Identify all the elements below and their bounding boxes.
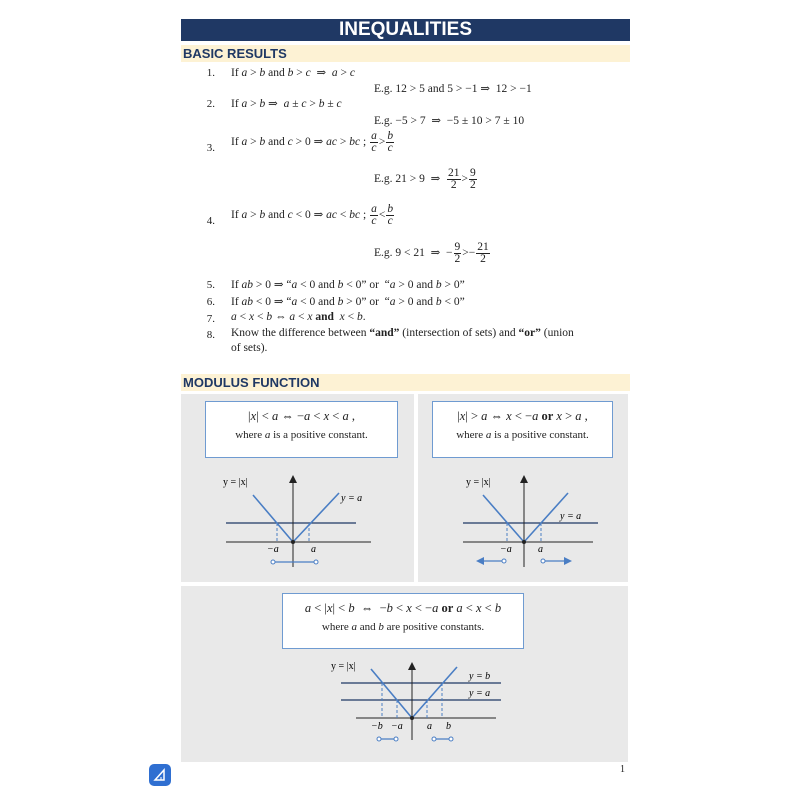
rule-2: If a > b ⇒ a ± c > b ± c: [231, 98, 342, 110]
publisher-logo-icon: [149, 764, 171, 786]
item-number: 3.: [206, 142, 215, 154]
tick-label-a: a: [538, 544, 543, 555]
tick-label-minus-a: −a: [500, 544, 512, 555]
tick-label-b: b: [446, 721, 451, 732]
example-4: E.g. 9 < 21 ⇒ − $\frac{9}{2}$ >− $\frac{21}{2}$: [374, 241, 489, 265]
section-heading-basic-results: BASIC RESULTS: [181, 45, 630, 62]
example-2: E.g. −5 > 7 ⇒ −5 ± 10 > 7 ± 10: [374, 115, 525, 127]
item-number: 6.: [206, 296, 215, 308]
graph-greater-than: [418, 465, 628, 580]
graph-label-y-a: y = a: [469, 688, 491, 699]
page-title: INEQUALITIES: [181, 19, 630, 41]
tick-label-a: a: [311, 544, 316, 555]
graph-between: [181, 655, 628, 760]
tick-label-minus-a: −a: [267, 544, 279, 555]
item-number: 5.: [206, 279, 215, 291]
rule-6: If ab < 0 ⇒ “a < 0 and b > 0” or “a > 0 and b < 0”: [231, 296, 465, 308]
graph-less-than: [181, 465, 414, 580]
tick-label-a: a: [427, 721, 432, 732]
rule-4: If a > b and c < 0 ⇒ ac < bc ; $\frac{a}{c}$ < $\frac{b}{c}$: [231, 203, 394, 227]
section-heading-modulus-function: MODULUS FUNCTION: [181, 374, 630, 391]
graph-label-y-a: y = a: [341, 493, 363, 504]
rule-box-greater-than: |x| > a ⇔ x < −a or x > a , where a is a positive constant.: [432, 401, 613, 458]
rule-1: If a > b and b > c ⇒ a > c: [231, 67, 356, 79]
graph-label-y-b: y = b: [469, 671, 491, 682]
item-number: 8.: [206, 329, 215, 341]
graph-label-y-abs: y = |x|: [466, 477, 491, 488]
rule-box-less-than: |x| < a ⇔ −a < x < a , where a is a positive constant.: [205, 401, 398, 458]
example-1: E.g. 12 > 5 and 5 > −1 ⇒ 12 > −1: [374, 83, 532, 95]
rule-5: If ab > 0 ⇒ “a < 0 and b < 0” or “a > 0 and b > 0”: [231, 279, 465, 291]
graph-label-y-abs: y = |x|: [223, 477, 248, 488]
example-3: E.g. 21 > 9 ⇒ $\frac{21}{2}$ > $\frac{9}{2}$: [374, 167, 476, 191]
tick-label-minus-b: −b: [371, 721, 383, 732]
item-number: 1.: [206, 67, 215, 79]
rule-box-between: a < |x| < b ⇔ −b < x < −a or a < x < b where a and b are positive constants.: [282, 593, 524, 649]
graph-label-y-a: y = a: [560, 511, 582, 522]
graph-label-y-abs: y = |x|: [331, 661, 356, 672]
rule-3: If a > b and c > 0 ⇒ ac > bc ; $\frac{a}{c}$ > $\frac{b}{c}$: [231, 130, 394, 154]
page-number: 1: [620, 764, 625, 775]
rule-7: a < x < b ⇔ a < x and x < b.: [231, 311, 366, 323]
tick-label-minus-a: −a: [391, 721, 403, 732]
item-number: 4.: [206, 215, 215, 227]
item-number: 2.: [206, 98, 215, 110]
rule-8: Know the difference between “and” (intersection of sets) and “or” (union: [231, 327, 574, 339]
item-number: 7.: [206, 313, 215, 325]
rule-8-continued: of sets).: [231, 342, 268, 354]
